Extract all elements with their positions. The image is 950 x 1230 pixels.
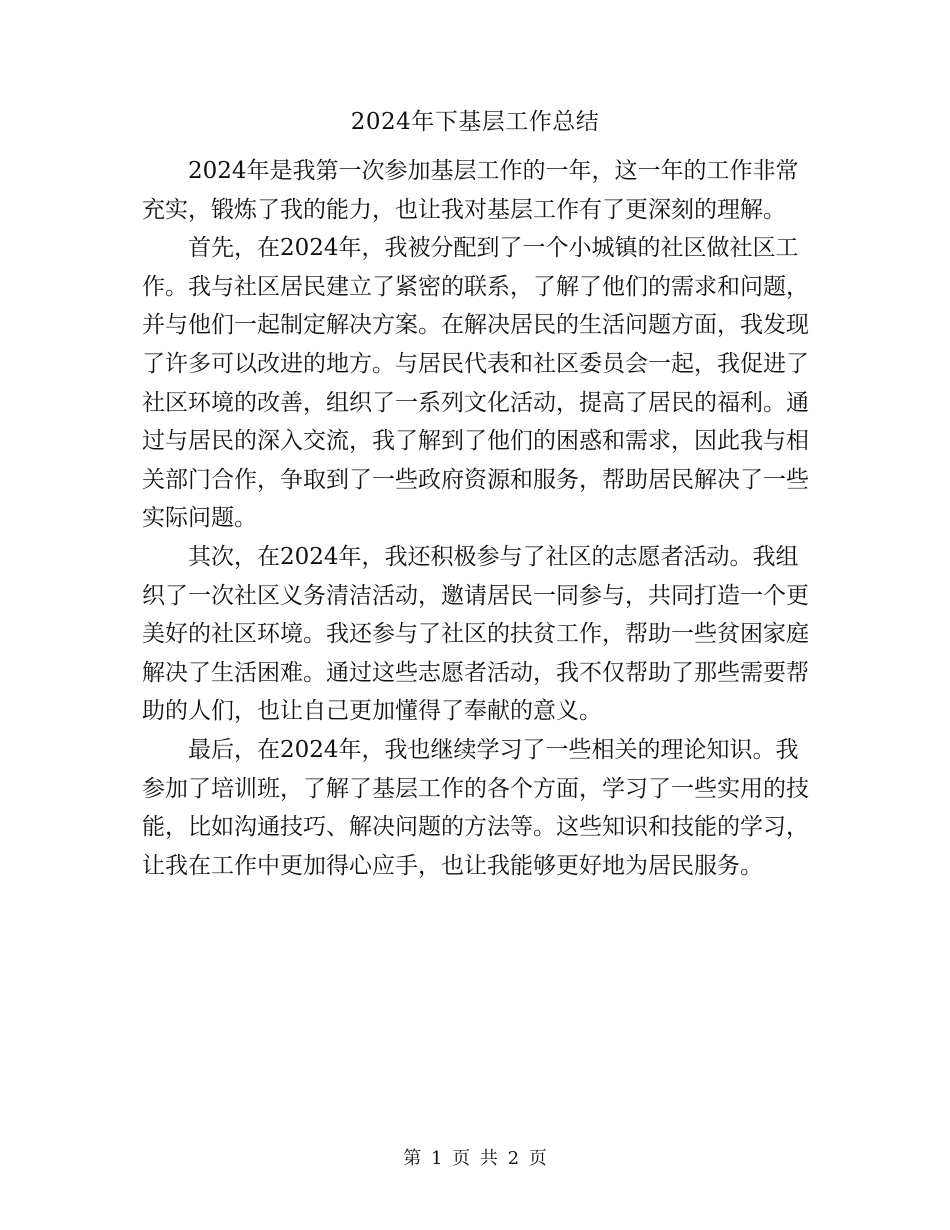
document-title: 2024年下基层工作总结 [350,109,600,135]
document-body [142,152,810,885]
paragraph-last: 最后，在2024年，我也继续学习了一些相关的理论知识。我参加了培训班，了解了基层工作的各个方面，学习了一些实用的技能，比如沟通技巧、解决问题的方法等。这些知识和技能的学习，让我在工作中更加得心应手，也让我能够更好地为居民服务。 [142,736,809,879]
page-number-footer: 第 1 页 共 2 页 [403,1148,547,1169]
paragraph-second: 其次，在2024年，我还积极参与了社区的志愿者活动。我组织了一次社区义务清洁活动，邀请居民一同参与，共同打造一个更美好的社区环境。我还参与了社区的扶贫工作，帮助一些贫困家庭解决了生活困难。通过这些志愿者活动，我不仅帮助了那些需要帮助的人们，也让自己更加懂得了奉献的意义。 [142,543,809,725]
paragraph-intro: 2024年是我第一次参加基层工作的一年，这一年的工作非常充实，锻炼了我的能力，也让我对基层工作有了更深刻的理解。 [142,158,799,223]
paragraph-first: 首先，在2024年，我被分配到了一个小城镇的社区做社区工作。我与社区居民建立了紧密的联系，了解了他们的需求和问题，并与他们一起制定解决方案。在解决居民的生活问题方面，我发现了许多可以改进的地方。与居民代表和社区委员会一起，我促进了社区环境的改善，组织了一系列文化活动，提高了居民的福利。通过与居民的深入交流，我了解到了他们的困惑和需求，因此我与相关部门合作，争取到了一些政府资源和服务，帮助居民解决了一些实际问题。 [142,235,809,532]
